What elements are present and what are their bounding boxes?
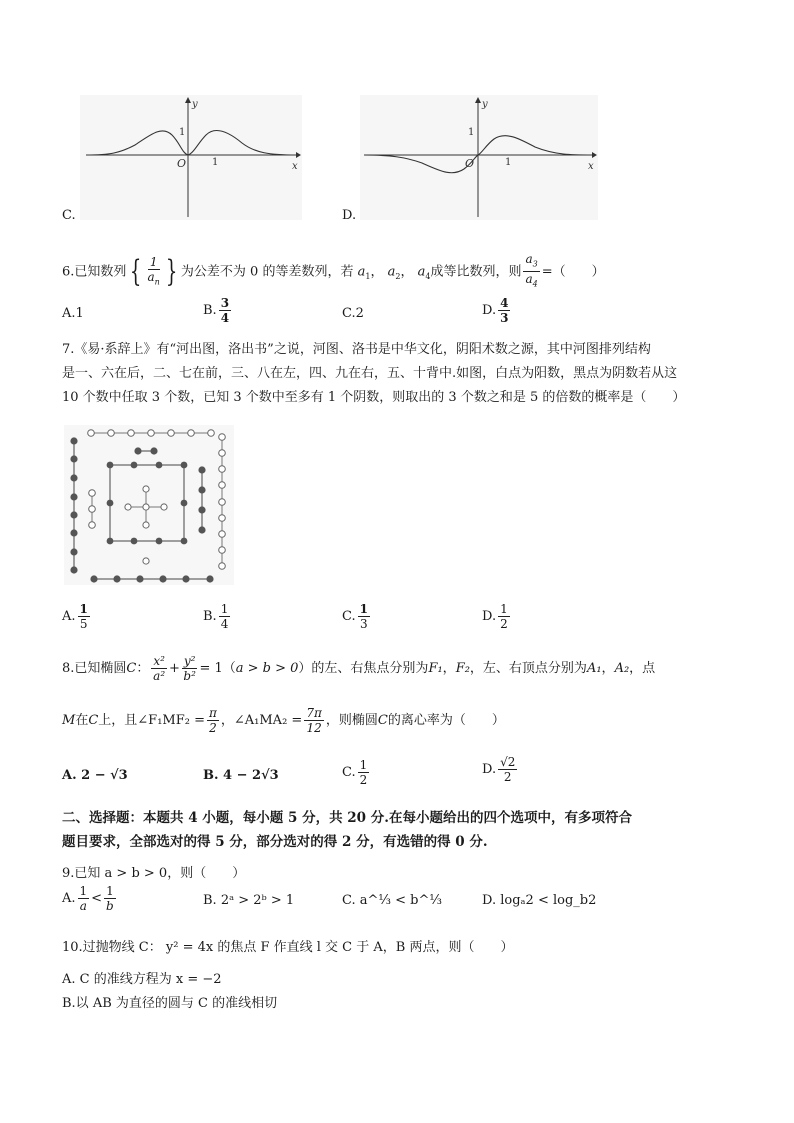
q8-x2: x² <box>153 654 165 668</box>
q6-ratio-fraction <box>523 252 539 292</box>
graph-c-ytick: 1 <box>179 127 186 138</box>
hetu-bottom-black-six <box>90 575 213 582</box>
q7-option-a[interactable] <box>62 602 92 631</box>
graph-d-x-arrow <box>592 152 597 158</box>
q8-pi-half <box>207 706 219 735</box>
q7-option-d-label: D. <box>482 609 497 624</box>
q8-x-frac <box>151 654 167 683</box>
q8-a1: A₁ <box>586 661 602 676</box>
q7-option-c-den: 3 <box>359 617 368 631</box>
q7-option-a-num: 1 <box>79 602 88 616</box>
q8-comma2: ， <box>601 661 615 676</box>
hetu-center-black-ten <box>107 462 188 545</box>
q9-option-a-num1: 1 <box>79 884 88 898</box>
question-6-stem: 6.已知数列 { $\frac{1}{a_n}$ } 为公差不为 0 的等差数列，若 $a_1$， $a_2$， $a_4$成等比数列，则 $\frac{a_3}{a_4}$ =（ ） <box>62 252 605 292</box>
q8-option-b[interactable]: B. 4 − 2√3 <box>203 768 279 783</box>
q7-option-b[interactable] <box>203 602 232 631</box>
q7-option-c[interactable] <box>342 602 372 631</box>
hetu-top-white-seven <box>88 430 215 437</box>
hetu-figure <box>64 425 234 585</box>
q8-option-d-label: D. <box>482 762 497 777</box>
graph-c-ylabel: y <box>192 99 198 110</box>
q6-frac-num: 1 <box>148 255 160 270</box>
q6-a2: a <box>387 264 396 280</box>
q6-tail: =（ ） <box>541 264 605 280</box>
q6-ratio-num-a: a <box>525 252 533 266</box>
q6-option-b[interactable] <box>203 296 233 325</box>
q7-line2: 是一、六在后，二、七在前，三、八在左，四、九在右，五、十背中.如图，白点为阳数，黑点为阴数若从这 <box>62 366 678 381</box>
q6-a4-sub: 4 <box>425 271 431 281</box>
q8-option-c[interactable] <box>342 758 371 787</box>
q7-line1: 7.《易·系辞上》有“河出图，洛出书”之说，河图、洛书是中华文化，阴阳术数之源，其中河图排列结构 <box>62 342 651 357</box>
q10-option-b[interactable]: B.以 AB 为直径的圆与 C 的准线相切 <box>62 996 278 1011</box>
graph-c-x-arrow <box>296 152 301 158</box>
graph-c-svg <box>80 95 302 220</box>
graph-d-origin: O <box>465 157 475 170</box>
q6-option-d-den: 3 <box>500 311 509 325</box>
q8-line2-b: 上，且∠F₁MF₂ = <box>98 713 205 728</box>
q8-plus: + <box>168 661 180 676</box>
q7-option-d-frac <box>498 602 510 631</box>
q6-a2-sub: 2 <box>395 271 401 281</box>
question-8-stem-line1 <box>62 654 655 683</box>
graph-d-y-arrow <box>475 97 481 103</box>
q7-option-d-num: 1 <box>500 602 508 616</box>
q8-option-d-num: √2 <box>500 755 516 769</box>
q6-frac-den <box>148 270 160 289</box>
q7-option-a-label: A. <box>62 609 76 624</box>
graph-c-curve <box>86 130 296 155</box>
q8-line2-a: 在 <box>75 713 89 728</box>
q6-mid1: 为公差不为 0 的等差数列，若 <box>180 264 354 280</box>
q6-option-b-frac <box>219 296 231 325</box>
q6-option-b-label: B. <box>203 303 217 318</box>
q6-option-b-den: 4 <box>220 311 230 325</box>
graph-c-xlabel: x <box>292 161 298 172</box>
graph-d-one: 1 <box>505 157 512 168</box>
q8-line2-c-var: C <box>88 713 99 728</box>
q7-option-b-label: B. <box>203 609 217 624</box>
q8-option-c-label: C. <box>342 765 356 780</box>
q6-ratio-num <box>523 252 539 272</box>
q6-option-c[interactable]: C.2 <box>342 306 364 321</box>
q8-mid2: ，左、右顶点分别为 <box>469 661 587 676</box>
q8-option-c-num: 1 <box>359 758 368 772</box>
q9-option-a-den2: b <box>106 899 114 913</box>
q8-y2: y² <box>183 654 196 668</box>
hetu-left-black-eight <box>70 437 77 573</box>
question-8-stem-line2 <box>62 706 505 735</box>
graph-d-figure <box>360 95 598 220</box>
q8-cond: a > b > 0 <box>235 661 299 676</box>
q7-option-d-den: 2 <box>500 617 508 631</box>
q8-pi2-den: 12 <box>306 721 322 735</box>
q8-a2: a² <box>153 669 166 683</box>
q6-frac-den-a: a <box>147 269 155 284</box>
q8-f2: F₂ <box>455 661 470 676</box>
q6-mid2: 成等比数列，则 <box>430 264 522 280</box>
q8-option-d-den: 2 <box>503 770 512 784</box>
q6-option-d-label: D. <box>482 303 497 318</box>
q8-a2-vertex: A₂ <box>614 661 630 676</box>
q8-b2: b² <box>183 669 196 683</box>
q8-f1: F₁ <box>428 661 443 676</box>
section-2-line2: 题目要求，全部选对的得 5 分，部分选对的得 2 分，有选错的得 0 分. <box>62 834 488 850</box>
q8-eq1: = 1（ <box>199 661 236 676</box>
question-7-stem <box>62 338 732 410</box>
q7-option-d[interactable] <box>482 602 512 631</box>
q8-mid: ）的左、右焦点分别为 <box>298 661 429 676</box>
q8-end1: ，点 <box>629 661 656 676</box>
hetu-right-black-four <box>198 466 205 533</box>
q6-ratio-num-sub: 3 <box>532 259 538 269</box>
hetu-left-white-three <box>89 490 96 529</box>
q8-option-c-den: 2 <box>359 773 368 787</box>
q6-a4: a <box>417 264 426 280</box>
graph-c-origin: O <box>177 157 187 170</box>
q8-comma1: ， <box>442 661 456 676</box>
q7-option-c-label: C. <box>342 609 356 624</box>
q6-ratio-den <box>523 272 539 291</box>
q9-option-a-frac2 <box>104 884 116 913</box>
q8-line2-e: 的离心率为（ ） <box>387 713 505 728</box>
q6-option-a[interactable]: A.1 <box>62 306 84 321</box>
hetu-svg <box>64 425 234 585</box>
q7-option-b-num: 1 <box>220 602 229 616</box>
graph-c-figure <box>80 95 302 220</box>
q9-option-a-frac1 <box>78 884 90 913</box>
q10-option-a[interactable]: A. C 的准线方程为 x = −2 <box>62 972 222 987</box>
q8-line2-c2: C <box>377 713 388 728</box>
q6-frac-den-sub: n <box>154 277 160 287</box>
q6-option-d[interactable] <box>482 296 512 325</box>
q7-option-b-den: 4 <box>220 617 229 631</box>
graph-d-xlabel: x <box>588 161 594 172</box>
q6-ratio-den-a: a <box>525 272 533 287</box>
graph-d-svg <box>360 95 598 220</box>
q7-option-a-den: 5 <box>79 617 88 631</box>
question-9-stem: 9.已知 a > b > 0，则（ ） <box>62 866 246 881</box>
graph-c-one: 1 <box>212 157 219 168</box>
option-d-label-q5: D. <box>342 208 357 223</box>
q6-prefix: 6.已知数列 <box>62 264 127 280</box>
q9-option-a[interactable] <box>62 884 118 913</box>
q6-option-d-num: 4 <box>500 296 509 310</box>
hetu-right-white-nine <box>219 434 226 570</box>
q7-option-c-frac <box>358 602 370 631</box>
graph-d-ylabel: y <box>482 99 488 110</box>
q8-option-a[interactable]: A. 2 − √3 <box>62 768 128 783</box>
q6-a1: a <box>357 264 366 280</box>
section-2-heading <box>62 806 732 854</box>
q7-option-c-num: 1 <box>359 602 368 616</box>
q7-line3: 10 个数中任取 3 个数，已知 3 个数中至多有 1 个阴数，则取出的 3 个数之和是 5 的倍数的概率是（ ） <box>62 390 686 405</box>
q9-option-b[interactable]: B. 2ᵃ > 2ᵇ > 1 <box>203 893 295 908</box>
q8-y-frac <box>182 654 198 683</box>
q6-a1-sub: 1 <box>365 271 371 281</box>
q8-c: C <box>126 661 137 676</box>
q6-left-brace: { <box>130 254 142 290</box>
hetu-center-white-five <box>125 486 167 528</box>
option-c-label-q5: C. <box>62 208 76 223</box>
q9-option-a-num2: 1 <box>106 884 114 898</box>
q8-pi-den: 2 <box>209 721 217 735</box>
q9-option-a-lt: < <box>91 891 103 906</box>
q9-option-a-den1: a <box>79 899 87 913</box>
q8-option-d[interactable] <box>482 755 519 784</box>
q8-option-c-frac <box>358 758 370 787</box>
q8-line2-c: ，∠A₁MA₂ = <box>220 713 303 728</box>
q9-option-c[interactable]: C. a^⅓ < b^⅓ <box>342 893 442 908</box>
q9-option-d[interactable]: D. logₐ2 < log_b2 <box>482 893 597 908</box>
q8-pi2-num: 7π <box>306 706 322 720</box>
q9-option-a-label: A. <box>62 891 76 906</box>
graph-c-y-arrow <box>185 97 191 103</box>
q6-option-d-frac <box>498 296 510 325</box>
graph-d-ytick: 1 <box>468 127 475 138</box>
section-2-line1: 二、选择题：本题共 4 小题，每小题 5 分，共 20 分.在每小题给出的四个选项中，有多项符合 <box>62 810 632 826</box>
question-10-stem: 10.过抛物线 C： y² = 4x 的焦点 F 作直线 l 交 C 于 A，B 两点，则（ ） <box>62 940 514 955</box>
q8-line2-d: ，则椭圆 <box>325 713 378 728</box>
q8-7pi-12 <box>304 706 324 735</box>
q6-right-brace: } <box>165 254 178 290</box>
q8-option-d-frac <box>498 755 517 784</box>
q8-prefix: 8.已知椭圆 <box>62 661 127 676</box>
q6-option-b-num: 3 <box>220 296 230 310</box>
q7-option-b-frac <box>219 602 231 631</box>
q6-ratio-den-sub: 4 <box>532 279 538 289</box>
hetu-bottom-white-one <box>143 558 149 564</box>
q8-pi-num: π <box>208 706 217 720</box>
q6-reciprocal-fraction <box>148 255 160 289</box>
q8-colon: ： <box>136 661 150 676</box>
q7-option-a-frac <box>78 602 90 631</box>
q8-m: M <box>62 713 76 728</box>
hetu-top-black-two <box>134 447 157 454</box>
